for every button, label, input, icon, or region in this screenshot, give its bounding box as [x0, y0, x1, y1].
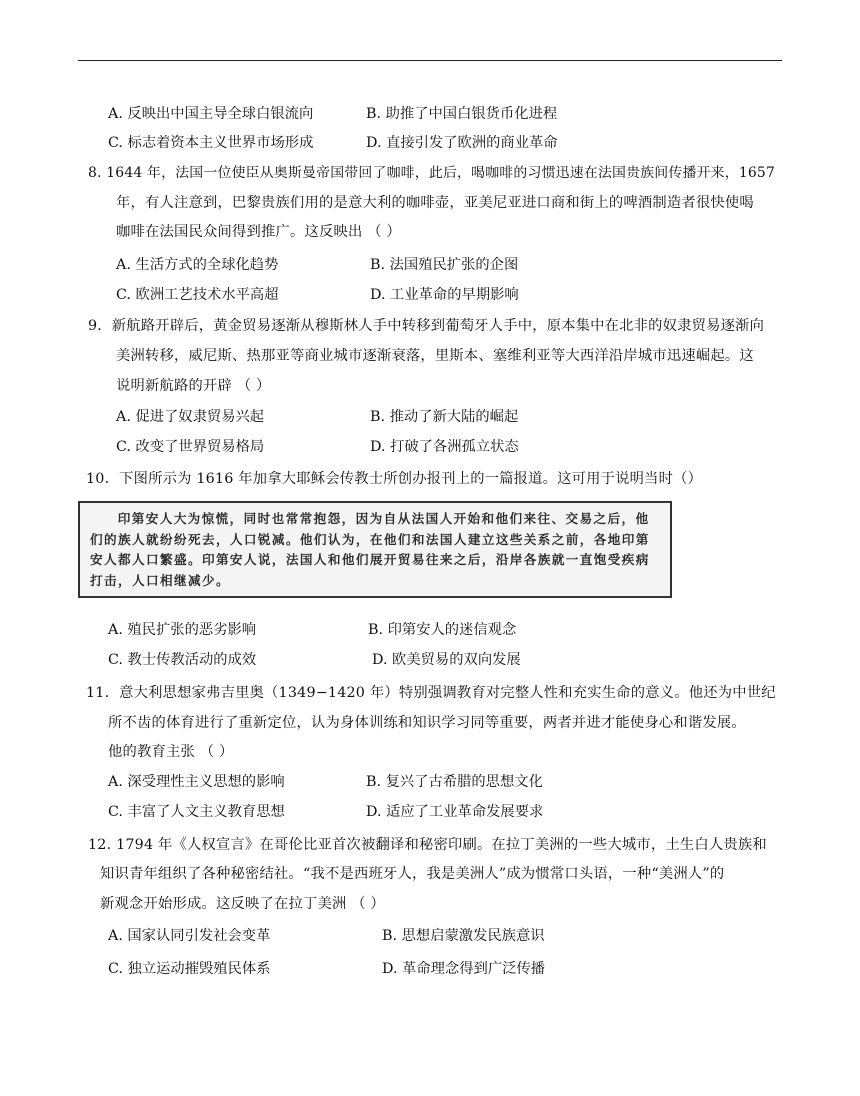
header-rule: [78, 60, 782, 61]
q8-option-a[interactable]: A. 生活方式的全球化趋势: [116, 257, 279, 273]
q10-stem-line-1: 10．下图所示为 1616 年加拿大耶稣会传教士所创办报刊上的一篇报道。这可用于说明当时（）: [86, 471, 703, 487]
q11-option-a[interactable]: A. 深受理性主义思想的影响: [108, 774, 285, 790]
q11-option-b[interactable]: B. 复兴了古希腊的思想文化: [366, 774, 543, 790]
q11-stem-line-3: 他的教育主张 （ ）: [108, 744, 234, 760]
q10-option-c[interactable]: C. 教士传教活动的成效: [108, 652, 257, 668]
q12-option-d[interactable]: D. 革命理念得到广泛传播: [382, 961, 546, 977]
q12-stem-line-2: 知识青年组织了各种秘密结社。“我不是西班牙人，我是美洲人”成为惯常口头语，一种“美洲人”的: [100, 866, 725, 882]
q9-option-c[interactable]: C. 改变了世界贸易格局: [116, 439, 265, 455]
q7-option-d[interactable]: D. 直接引发了欧洲的商业革命: [366, 135, 558, 151]
q7-option-a[interactable]: A. 反映出中国主导全球白银流向: [108, 106, 314, 122]
q11-stem-line-1: 11．意大利思想家弗吉里奥（1349−1420 年）特别强调教育对完整人性和充实生命的意义。他还为中世纪: [86, 685, 776, 701]
q11-option-d[interactable]: D. 适应了工业革命发展要求: [366, 804, 544, 820]
q12-stem-line-1: 12. 1794 年《人权宣言》在哥伦比亚首次被翻译和秘密印刷。在拉丁美洲的一些大城市，土生白人贵族和: [88, 837, 767, 853]
q8-option-d[interactable]: D. 工业革命的早期影响: [370, 287, 519, 303]
q12-option-b[interactable]: B. 思想启蒙激发民族意识: [382, 928, 545, 944]
q8-option-b[interactable]: B. 法国殖民扩张的企图: [370, 257, 519, 273]
q10-option-b[interactable]: B. 印第安人的迷信观念: [368, 622, 517, 638]
q7-option-b[interactable]: B. 助推了中国白银货币化进程: [366, 106, 558, 122]
q10-quoted-report-image: [78, 501, 672, 598]
q8-option-c[interactable]: C. 欧洲工艺技术水平高超: [116, 287, 279, 303]
q10-quoted-report-text: 印第安人大为惊慌，同时也常常抱怨，因为自从法国人开始和他们来往、交易之后，他们的族人就纷纷死去，人口锐减。他们认为，在他们和法国人建立这些关系之前，各地印第安人都人口繁盛。印第安人说，法国人和他们展开贸易往来之后，沿岸各族就一直饱受疾病打击，人口相继减少。: [90, 511, 650, 588]
q9-option-a[interactable]: A. 促进了奴隶贸易兴起: [116, 409, 265, 425]
q8-stem-line-1: 8. 1644 年，法国一位使臣从奥斯曼帝国带回了咖啡，此后，喝咖啡的习惯迅速在法国贵族间传播开来，1657: [88, 165, 775, 181]
q8-stem-line-3: 咖啡在法国民众间得到推广。这反映出 （ ）: [116, 224, 401, 240]
q9-stem-line-2: 美洲转移，威尼斯、热那亚等商业城市逐渐衰落，里斯本、塞维利亚等大西洋沿岸城市迅速崛起。这: [116, 348, 754, 364]
q12-option-c[interactable]: C. 独立运动摧毁殖民体系: [108, 961, 271, 977]
q11-option-c[interactable]: C. 丰富了人文主义教育思想: [108, 804, 285, 820]
q8-stem-line-2: 年，有人注意到，巴黎贵族们用的是意大利的咖啡壶，亚美尼亚进口商和街上的啤酒制造者很快使喝: [116, 195, 754, 211]
q7-option-c[interactable]: C. 标志着资本主义世界市场形成: [108, 135, 314, 151]
q11-stem-line-2: 所不齿的体育进行了重新定位，认为身体训练和知识学习同等重要，两者并进才能使身心和谐发展。: [108, 715, 746, 731]
q10-option-d[interactable]: D. 欧美贸易的双向发展: [372, 652, 521, 668]
q9-option-b[interactable]: B. 推动了新大陆的崛起: [370, 409, 519, 425]
q12-stem-line-3: 新观念开始形成。这反映了在拉丁美洲 （ ）: [100, 896, 385, 912]
q9-option-d[interactable]: D. 打破了各洲孤立状态: [370, 439, 519, 455]
q10-option-a[interactable]: A. 殖民扩张的恶劣影响: [108, 622, 257, 638]
q12-option-a[interactable]: A. 国家认同引发社会变革: [108, 928, 271, 944]
q9-stem-line-3: 说明新航路的开辟 （ ）: [116, 378, 271, 394]
q9-stem-line-1: 9．新航路开辟后，黄金贸易逐渐从穆斯林人手中转移到葡萄牙人手中，原本集中在北非的奴隶贸易逐渐向: [88, 318, 765, 334]
